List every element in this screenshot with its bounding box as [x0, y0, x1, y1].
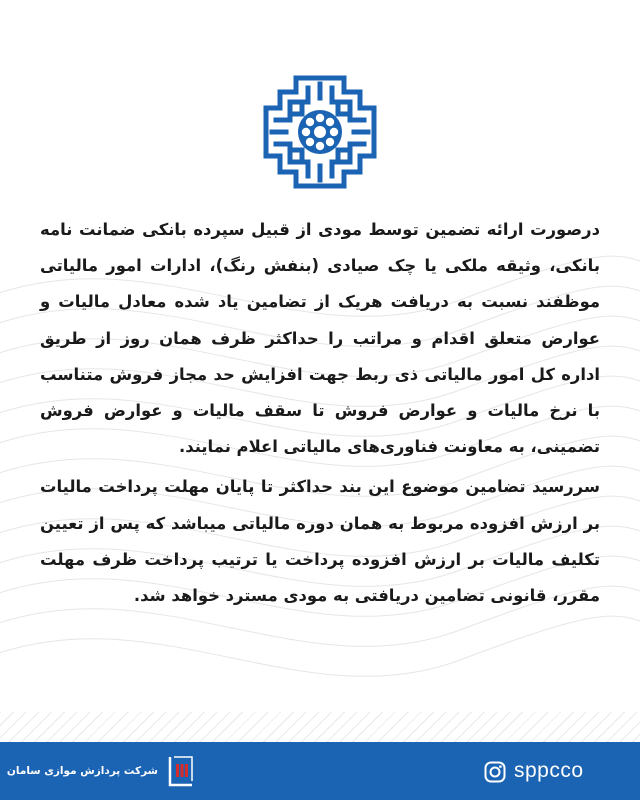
social-handle[interactable]: sppcco: [514, 759, 584, 782]
tax-organization-logo-icon: [262, 74, 378, 190]
footer-hatch-band: [0, 712, 640, 742]
company-logo-icon: [167, 754, 195, 788]
company-name: شرکت پردازش موازی سامان: [6, 765, 158, 777]
document-body: [40, 212, 600, 614]
instagram-icon[interactable]: [484, 761, 506, 783]
paragraph: درصورت ارائه تضمین توسط مودی از قبیل سپرده بانکی ضمانت نامه بانکی، وثیقه ملکی یا چک صیادی (بنفش رنگ)، ادارات امور مالیاتی موظفند نسبت به دریافت هریک از تضامین یاد شده معادل مالیات و عوارض متعلق اقدام و مراتب را حداکثر ظرف همان روز از طریق اداره کل امور مالیاتی ذی ربط جهت افزایش حد مجاز فروش متناسب با نرخ مالیات و عوارض فروش تا سقف مالیات و عوارض فروش تضمینی، به معاونت فناوری‌های مالیاتی اعلام نمایند.: [40, 220, 600, 457]
paragraph: سررسید تضامین موضوع این بند حداکثر تا پایان مهلت پرداخت مالیات بر ارزش افزوده مربوط به همان دوره مالیاتی میباشد که پس از تعیین تکلیف مالیات بر ارزش افزوده پرداخت یا ترتیب پرداخت ظرف مهلت مقرر، قانونی تضامین دریافتی به مودی مسترد خواهد شد.: [40, 477, 600, 606]
